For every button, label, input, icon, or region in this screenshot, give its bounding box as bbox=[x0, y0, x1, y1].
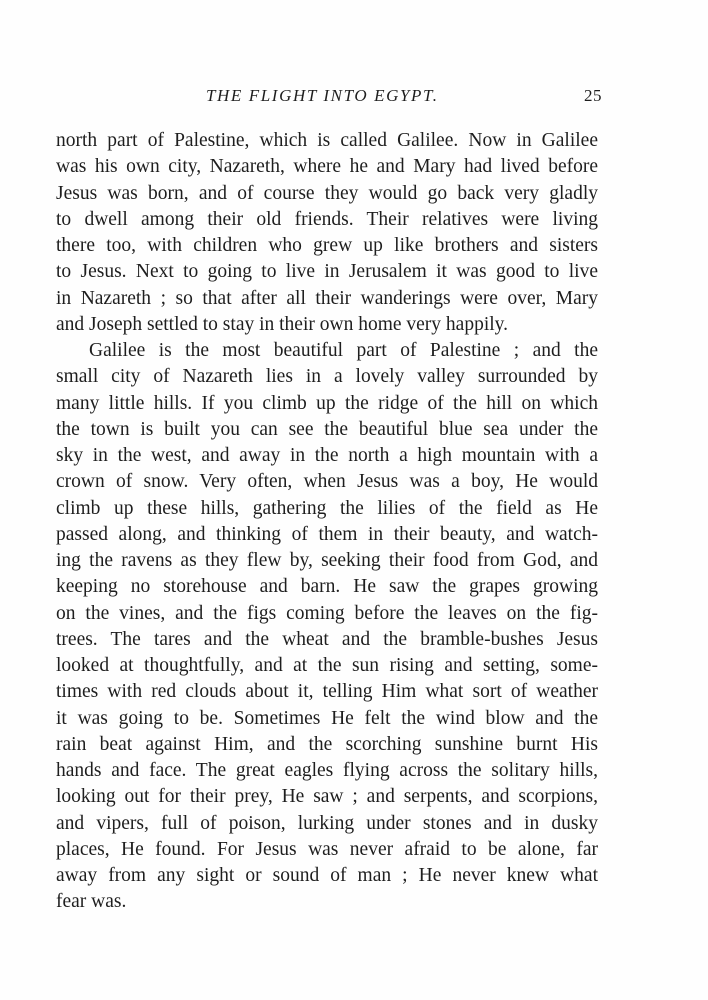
text-line: there too, with children who grew up like brothers and sisters bbox=[56, 235, 598, 256]
running-title: THE FLIGHT INTO EGYPT. bbox=[206, 86, 439, 105]
text-line: times with red clouds about it, telling Him what sort of weather bbox=[56, 681, 598, 703]
text-line: in Nazareth ; so that after all their wanderings were over, Mary bbox=[56, 287, 598, 309]
text-line: to Jesus. Next to going to live in Jerusalem it was good to live bbox=[56, 261, 598, 283]
text-line: looked at thoughtfully, and at the sun rising and setting, some- bbox=[56, 655, 598, 676]
text-line: passed along, and thinking of them in their beauty, and watch- bbox=[56, 523, 598, 545]
body-text bbox=[56, 128, 598, 916]
text-line: was his own city, Nazareth, where he and Mary had lived before bbox=[56, 156, 598, 178]
text-line: it was going to be. Sometimes He felt the wind blow and the bbox=[56, 707, 598, 729]
text-line: looking out for their prey, He saw ; and serpents, and scorpions, bbox=[56, 786, 598, 808]
paragraph-1 bbox=[56, 128, 598, 338]
page-number: 25 bbox=[584, 86, 602, 105]
text-line: small city of Nazareth lies in a lovely valley surrounded by bbox=[56, 366, 598, 388]
text-line: trees. The tares and the wheat and the bramble-bushes Jesus bbox=[56, 628, 598, 650]
paragraph-2 bbox=[56, 338, 598, 916]
text-line: crown of snow. Very often, when Jesus was a boy, He would bbox=[56, 471, 598, 493]
text-line: many little hills. If you climb up the ridge of the hill on which bbox=[56, 392, 598, 414]
text-line: ing the ravens as they flew by, seeking their food from God, and bbox=[56, 550, 598, 571]
text-line: places, He found. For Jesus was never afraid to be alone, far bbox=[56, 838, 598, 860]
text-line: and Joseph settled to stay in their own home very happily. bbox=[56, 313, 509, 335]
text-line: to dwell among their old friends. Their relatives were living bbox=[56, 208, 598, 230]
text-line: hands and face. The great eagles flying across the solitary hills, bbox=[56, 760, 598, 781]
text-line: away from any sight or sound of man ; He never knew what bbox=[56, 865, 598, 886]
text-line: keeping no storehouse and barn. He saw the grapes growing bbox=[56, 576, 598, 598]
text-line: sky in the west, and away in the north a high mountain with a bbox=[56, 445, 598, 466]
text-line: climb up these hills, gathering the lilies of the field as He bbox=[56, 497, 598, 519]
text-line: and vipers, full of poison, lurking under stones and in dusky bbox=[56, 812, 598, 834]
running-head bbox=[56, 86, 600, 110]
text-line: rain beat against Him, and the scorching sunshine burnt His bbox=[56, 733, 598, 755]
text-line: the town is built you can see the beautiful blue sea under the bbox=[56, 418, 598, 440]
text-line: on the vines, and the figs coming before the leaves on the fig- bbox=[56, 602, 598, 624]
text-line: Galilee is the most beautiful part of Palestine ; and the bbox=[89, 340, 598, 361]
text-line: fear was. bbox=[56, 891, 127, 913]
text-line: Jesus was born, and of course they would go back very gladly bbox=[56, 182, 598, 204]
text-line: north part of Palestine, which is called Galilee. Now in Galilee bbox=[56, 130, 598, 151]
